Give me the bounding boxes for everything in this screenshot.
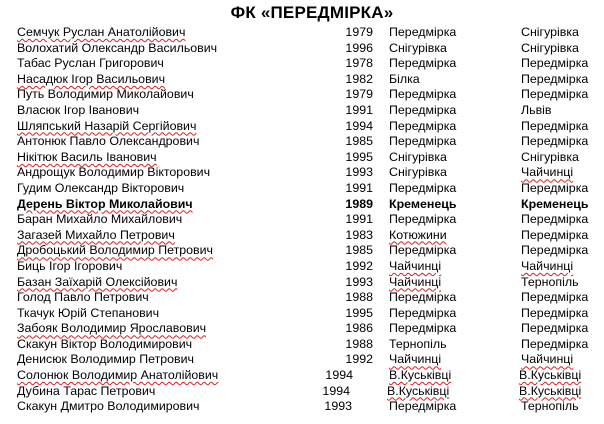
previous-club: Передмірка <box>521 134 589 149</box>
player-name: Семчук Руслан Анатолійович <box>17 25 186 39</box>
birth-year: 1986 <box>345 321 373 336</box>
previous-club: Передмірка <box>521 212 589 227</box>
origin-club: Снігурівка <box>389 149 447 164</box>
origin-club: Передмірка <box>389 399 457 414</box>
previous-club: Тернопіль <box>521 274 579 289</box>
player-row <box>0 243 604 259</box>
player-name: Табас Руслан Григорович <box>17 56 164 71</box>
player-row <box>0 25 604 41</box>
player-name: Андрощук Володимир Вікторович <box>17 165 211 180</box>
birth-year: 1995 <box>345 305 373 320</box>
origin-club: Передмірка <box>389 87 457 102</box>
player-row <box>0 72 604 88</box>
player-row <box>0 87 604 103</box>
player-name: Дерень Віктор Миколайович <box>17 196 193 211</box>
previous-club: В.Куськівці <box>519 383 582 398</box>
player-row <box>0 321 604 337</box>
birth-year: 1992 <box>345 352 373 367</box>
player-name: Шляпський Назарій Сергійович <box>17 118 197 133</box>
origin-club: Снігурівка <box>389 165 447 180</box>
previous-club: Передмірка <box>521 227 589 242</box>
birth-year: 1982 <box>345 71 373 86</box>
player-row <box>0 150 604 166</box>
player-name: Загазей Михайло Петрович <box>17 227 175 242</box>
player-name: Базан Заїхарій Олексійович <box>17 274 178 289</box>
birth-year: 1991 <box>345 180 373 195</box>
birth-year: 1985 <box>345 134 373 149</box>
previous-club: Передмірка <box>521 243 589 258</box>
origin-club: Передмірка <box>389 118 457 133</box>
birth-year: 1988 <box>345 290 373 305</box>
origin-club: Передмірка <box>389 243 457 258</box>
player-name: Дубина Тарас Петрович <box>17 383 156 398</box>
player-row <box>0 384 604 400</box>
previous-club: Снігурівка <box>521 149 579 164</box>
player-name: Нікітюк Василь Іванович <box>17 149 157 164</box>
birth-year: 1992 <box>345 258 373 273</box>
birth-year: 1991 <box>345 102 373 117</box>
page-title: ФК «ПЕРЕДМІРКА» <box>230 3 394 22</box>
birth-year: 1993 <box>324 399 352 414</box>
birth-year: 1994 <box>345 118 373 133</box>
previous-club: Чайчинці <box>521 352 574 367</box>
player-row <box>0 337 604 353</box>
player-row <box>0 165 604 181</box>
previous-club: Передмірка <box>521 87 589 102</box>
previous-club: Снігурівка <box>521 25 579 39</box>
player-name: Солонюк Володимир Анатолійович <box>17 368 219 383</box>
origin-club: В.Куськівці <box>387 383 450 398</box>
origin-club: Передмірка <box>389 212 457 227</box>
previous-club: Снігурівка <box>521 40 579 55</box>
player-name: Волохатий Олександр Васильович <box>17 40 218 55</box>
player-row <box>0 212 604 228</box>
player-row <box>0 119 604 135</box>
player-name: Гудим Олександр Вікторович <box>17 180 185 195</box>
player-name: Путь Володимир Миколайович <box>17 87 194 102</box>
player-row <box>0 306 604 322</box>
previous-club: Передмірка <box>521 321 589 336</box>
previous-club: Передмірка <box>521 305 589 320</box>
birth-year: 1989 <box>345 196 373 211</box>
previous-club: Кременець <box>521 196 589 211</box>
origin-club: Чайчинці <box>389 258 442 273</box>
player-row <box>0 399 604 415</box>
player-name: Биць Ігор Ігорович <box>17 258 123 273</box>
previous-club: Тернопіль <box>521 399 579 414</box>
player-name: Денисюк Володимир Петрович <box>17 352 194 367</box>
origin-club: Передмірка <box>389 56 457 71</box>
player-row-highlighted <box>0 197 604 213</box>
previous-club: Чайчинці <box>521 258 574 273</box>
player-list <box>0 25 604 415</box>
origin-club: Тернопіль <box>389 336 447 351</box>
player-row <box>0 103 604 119</box>
birth-year: 1985 <box>345 243 373 258</box>
player-row <box>0 352 604 368</box>
birth-year: 1979 <box>345 25 373 39</box>
previous-club: Передмірка <box>521 118 589 133</box>
origin-club: Передмірка <box>389 134 457 149</box>
birth-year: 1991 <box>345 212 373 227</box>
player-name: Дробоцький Володимир Петрович <box>17 243 214 258</box>
origin-club: Чайчинці <box>389 274 442 289</box>
player-name: Антонюк Павло Олександрович <box>17 134 200 149</box>
player-name: Ткачук Юрій Степанович <box>17 305 160 320</box>
player-name: Насадюк Ігор Васильович <box>17 71 166 86</box>
previous-club: Чайчинці <box>521 165 574 180</box>
previous-club: Передмірка <box>521 180 589 195</box>
origin-club: Передмірка <box>389 25 457 39</box>
player-row <box>0 134 604 150</box>
player-row <box>0 181 604 197</box>
player-row <box>0 275 604 291</box>
birth-year: 1994 <box>322 383 350 398</box>
origin-club: Котюжини <box>389 227 447 242</box>
player-row <box>0 259 604 275</box>
origin-club: В.Куськівці <box>389 368 452 383</box>
player-row <box>0 41 604 57</box>
previous-club: Львів <box>521 102 552 117</box>
player-row <box>0 290 604 306</box>
previous-club: В.Куськівці <box>519 368 582 383</box>
previous-club: Передмірка <box>521 336 589 351</box>
birth-year: 1983 <box>345 227 373 242</box>
player-row <box>0 368 604 384</box>
player-name: Скакун Віктор Володимирович <box>17 336 193 351</box>
player-name: Забояк Володимир Ярославович <box>17 321 207 336</box>
birth-year: 1993 <box>345 274 373 289</box>
birth-year: 1994 <box>325 368 353 383</box>
origin-club: Чайчинці <box>389 352 442 367</box>
origin-club: Кременець <box>389 196 457 211</box>
previous-club: Передмірка <box>521 71 589 86</box>
origin-club: Передмірка <box>389 102 457 117</box>
origin-club: Снігурівка <box>389 40 447 55</box>
origin-club: Передмірка <box>389 290 457 305</box>
player-name: Голод Павло Петрович <box>17 290 149 305</box>
birth-year: 1978 <box>345 56 373 71</box>
player-name: Власюк Ігор Іванович <box>17 102 140 117</box>
origin-club: Передмірка <box>389 180 457 195</box>
birth-year: 1993 <box>345 165 373 180</box>
birth-year: 1979 <box>345 87 373 102</box>
birth-year: 1988 <box>345 336 373 351</box>
birth-year: 1995 <box>345 149 373 164</box>
origin-club: Передмірка <box>389 305 457 320</box>
player-row <box>0 56 604 72</box>
birth-year: 1996 <box>345 40 373 55</box>
player-name: Баран Михайло Михайлович <box>17 212 183 227</box>
origin-club: Передмірка <box>389 321 457 336</box>
player-name: Скакун Дмитро Володимирович <box>17 399 200 414</box>
player-row <box>0 228 604 244</box>
origin-club: Білка <box>389 71 420 86</box>
previous-club: Передмірка <box>521 290 589 305</box>
previous-club: Передмірка <box>521 56 589 71</box>
